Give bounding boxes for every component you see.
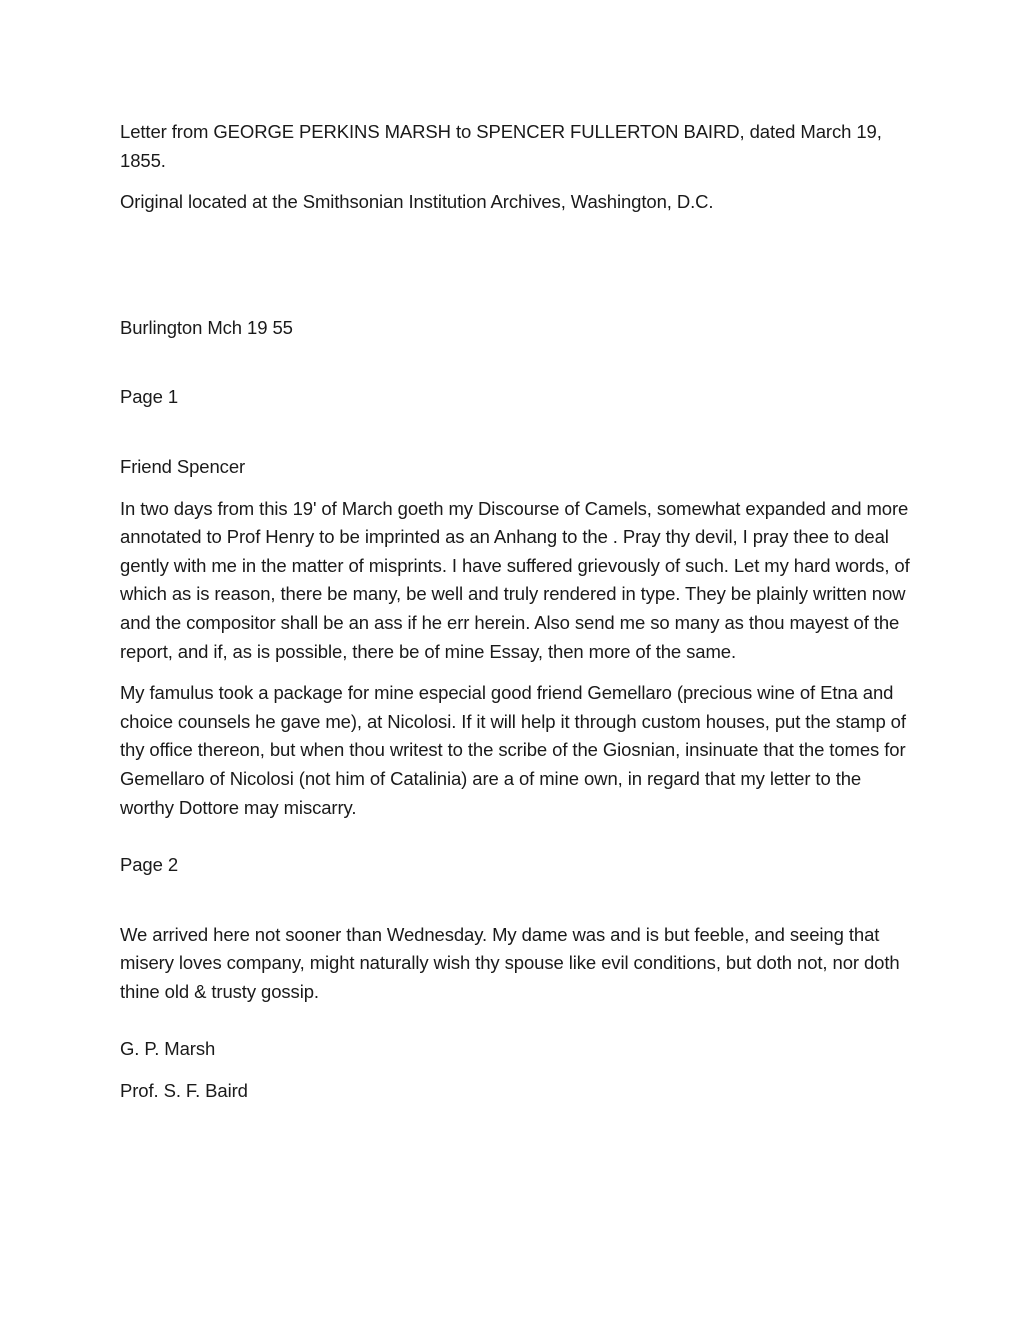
letter-salutation: Friend Spencer [120,455,246,477]
document-page [120,118,920,1106]
page-2-label: Page 2 [120,854,179,876]
source-note: Original located at the Smithsonian Institution Archives, Washington, D.C. [120,191,714,213]
document-title: Letter from GEORGE PERKINS MARSH to SPENCER FULLERTON BAIRD, dated March 19, 1855. [120,121,882,171]
letter-paragraph-1: In two days from this 19' of March goeth my Discourse of Camels, somewhat expanded and more annotated to Prof Henry to be imprinted as an Anhang to the . Pray thy devil, I pray thee to deal gently with me in the matter of misprints. I have suffered grievously of such. Let my hard words, of which as is reason, there be many, be well and truly rendered in type. They be plainly written now and the compositor shall be an ass if he err herein. Also send me so many as thou mayest of the report, and if, as is possible, there be of mine Essay, then more of the same. [120,497,910,662]
page-1-label: Page 1 [120,386,179,408]
letter-paragraph-2: My famulus took a package for mine especial good friend Gemellaro (precious wine of Etna and choice counsels he gave me), at Nicolosi. If it will help it through custom houses, put the stamp of thy office thereon, but when thou writest to the scribe of the Giosnian, insinuate that the tomes for Gemellaro of Nicolosi (not him of Catalinia) are a of mine own, in regard that my letter to the worthy Dottore may miscarry. [120,682,906,818]
letter-paragraph-3: We arrived here not sooner than Wednesday. My dame was and is but feeble, and seeing that misery loves company, might naturally wish thy spouse like evil conditions, but doth not, nor doth thine old & trusty gossip. [120,923,900,1002]
letter-signature: G. P. Marsh [120,1038,216,1060]
letter-addressee: Prof. S. F. Baird [120,1080,248,1102]
letter-dateline: Burlington Mch 19 55 [120,316,293,338]
